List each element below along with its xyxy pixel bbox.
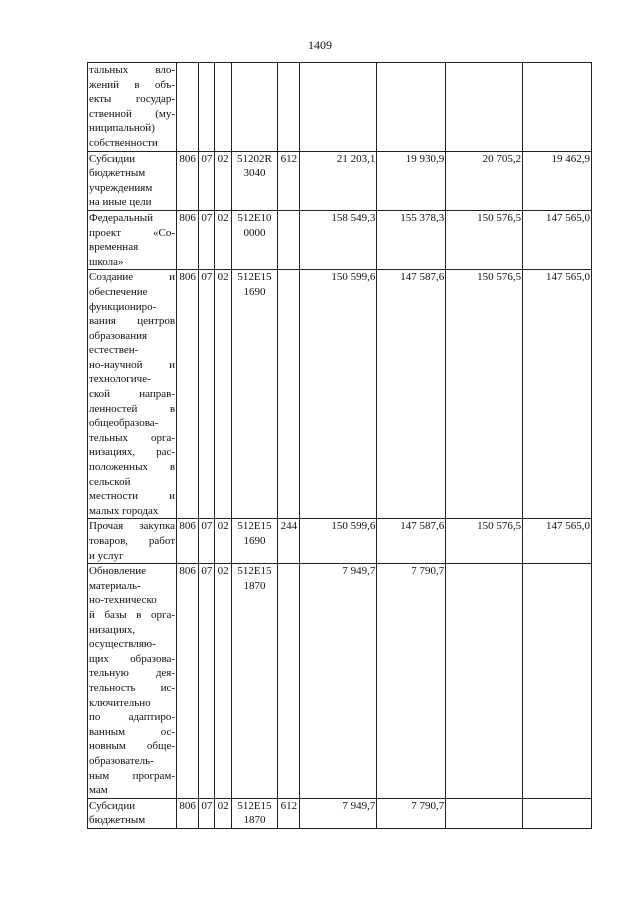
item-name-line: материаль-: [89, 579, 141, 592]
item-name-line: мам: [89, 784, 108, 797]
amount-cell: 147 565,0: [523, 270, 592, 519]
subsection-code-cell: 02: [215, 151, 231, 210]
amount-cell: 147 565,0: [523, 210, 592, 269]
amount-cell: [377, 63, 446, 152]
target-article-code-cell: 51202R 3040: [231, 151, 278, 210]
item-name-line: й базы в орга-: [89, 608, 176, 621]
expense-type-code-cell: 612: [278, 798, 300, 828]
item-name-line: ным програм-: [89, 769, 176, 782]
target-article-code-cell: 512E15 1870: [231, 564, 278, 799]
item-name-line: местности и: [89, 490, 176, 503]
subsection-code-cell: [215, 63, 231, 152]
table-row: [88, 519, 592, 564]
table-body: [88, 63, 592, 829]
ministry-code-cell: 806: [177, 519, 199, 564]
item-name-line: Субсидии: [89, 152, 136, 165]
amount-cell: [300, 63, 377, 152]
ministry-code-cell: 806: [177, 210, 199, 269]
item-name-line: ванным ос-: [89, 725, 176, 738]
expense-type-code-cell: [278, 564, 300, 799]
section-code-cell: 07: [199, 798, 215, 828]
item-name-line: бюджетным: [89, 167, 146, 180]
table-row: [88, 63, 592, 152]
ministry-code-cell: [177, 63, 199, 152]
amount-cell: 150 599,6: [300, 270, 377, 519]
item-name-line: малых городах: [89, 504, 159, 517]
item-name-line: ключительно: [89, 696, 151, 709]
amount-cell: 155 378,3: [377, 210, 446, 269]
item-name-cell: [88, 270, 177, 519]
amount-cell: 21 203,1: [300, 151, 377, 210]
item-name-line: по адаптиро-: [89, 711, 176, 724]
ministry-code-cell: 806: [177, 151, 199, 210]
ministry-code-cell: 806: [177, 564, 199, 799]
table-row: [88, 151, 592, 210]
ministry-code-cell: 806: [177, 270, 199, 519]
item-name-line: ской направ-: [89, 388, 176, 401]
item-name-line: ственной (му-: [89, 107, 176, 120]
item-name-line: екты государ-: [89, 93, 176, 106]
table-row: [88, 210, 592, 269]
item-name-cell: [88, 151, 177, 210]
item-name-line: тельную дея-: [89, 667, 176, 680]
item-name-cell: [88, 519, 177, 564]
item-name-line: новным обще-: [89, 740, 176, 753]
item-name-line: ленностей в: [89, 402, 176, 415]
subsection-code-cell: 02: [215, 798, 231, 828]
section-code-cell: [199, 63, 215, 152]
item-name-line: обеспечение: [89, 285, 148, 298]
item-name-line: тальных вло-: [89, 64, 176, 76]
amount-cell: [446, 564, 523, 799]
item-name-line: товаров, работ: [89, 535, 176, 547]
item-name-line: осуществляю-: [89, 638, 156, 651]
item-name-line: Создание и: [89, 271, 176, 284]
item-name-line: положенных в: [89, 461, 176, 474]
expense-type-code-cell: 244: [278, 519, 300, 564]
amount-cell: 147 587,6: [377, 519, 446, 564]
item-name-line: жений в объ-: [89, 78, 176, 91]
amount-cell: 19 462,9: [523, 151, 592, 210]
item-name-line: собственности: [89, 136, 158, 149]
amount-cell: 7 949,7: [300, 564, 377, 799]
amount-cell: 7 949,7: [300, 798, 377, 828]
subsection-code-cell: 02: [215, 210, 231, 269]
amount-cell: 150 576,5: [446, 210, 523, 269]
item-name-line: тельных орга-: [89, 431, 176, 444]
target-article-code-cell: 512E10 0000: [231, 210, 278, 269]
item-name-line: образователь-: [89, 754, 154, 767]
amount-cell: 147 565,0: [523, 519, 592, 564]
amount-cell: [446, 63, 523, 152]
item-name-line: низациях, рас-: [89, 446, 176, 459]
item-name-cell: [88, 798, 177, 828]
item-name-line: функциониро-: [89, 300, 157, 313]
item-name-line: учреждениям: [89, 181, 153, 194]
amount-cell: 150 576,5: [446, 519, 523, 564]
page-number: 1409: [308, 38, 332, 52]
amount-cell: [523, 798, 592, 828]
item-name-line: образования: [89, 329, 148, 342]
item-name-line: но-научной и: [89, 358, 176, 371]
item-name-line: технологиче-: [89, 373, 151, 386]
section-code-cell: 07: [199, 151, 215, 210]
amount-cell: 19 930,9: [377, 151, 446, 210]
amount-cell: 147 587,6: [377, 270, 446, 519]
item-name-line: низациях,: [89, 623, 136, 636]
subsection-code-cell: 02: [215, 270, 231, 519]
item-name-cell: [88, 63, 177, 152]
table-row: [88, 798, 592, 828]
amount-cell: 158 549,3: [300, 210, 377, 269]
expense-type-code-cell: [278, 210, 300, 269]
item-name-line: ниципальной): [89, 122, 155, 135]
item-name-line: Обновление: [89, 565, 147, 578]
table-row: [88, 564, 592, 799]
item-name-line: школа»: [89, 255, 124, 268]
item-name-line: и услуг: [89, 549, 124, 562]
item-name-line: щих образова-: [89, 652, 176, 665]
item-name-line: тельность ис-: [89, 681, 176, 694]
target-article-code-cell: [231, 63, 278, 152]
item-name-line: сельской: [89, 475, 131, 488]
section-code-cell: 07: [199, 564, 215, 799]
item-name-line: проект «Со-: [89, 226, 176, 239]
target-article-code-cell: 512E15 1690: [231, 519, 278, 564]
amount-cell: 7 790,7: [377, 564, 446, 799]
amount-cell: 150 576,5: [446, 270, 523, 519]
item-name-cell: [88, 564, 177, 799]
item-name-line: Прочая закупка: [89, 520, 176, 533]
subsection-code-cell: 02: [215, 519, 231, 564]
amount-cell: [446, 798, 523, 828]
item-name-line: вания центров: [89, 315, 176, 328]
target-article-code-cell: 512E15 1690: [231, 270, 278, 519]
expense-type-code-cell: 612: [278, 151, 300, 210]
item-name-line: Субсидии: [89, 799, 136, 812]
table-row: [88, 270, 592, 519]
expense-type-code-cell: [278, 63, 300, 152]
amount-cell: 150 599,6: [300, 519, 377, 564]
item-name-line: на иные цели: [89, 196, 152, 209]
amount-cell: [523, 564, 592, 799]
item-name-line: Федеральный: [89, 211, 154, 224]
item-name-line: естествен-: [89, 344, 139, 357]
item-name-cell: [88, 210, 177, 269]
amount-cell: 7 790,7: [377, 798, 446, 828]
item-name-line: но-техническо: [89, 594, 157, 607]
item-name-line: временная: [89, 241, 139, 254]
section-code-cell: 07: [199, 210, 215, 269]
section-code-cell: 07: [199, 519, 215, 564]
ministry-code-cell: 806: [177, 798, 199, 828]
subsection-code-cell: 02: [215, 564, 231, 799]
section-code-cell: 07: [199, 270, 215, 519]
target-article-code-cell: 512E15 1870: [231, 798, 278, 828]
amount-cell: 20 705,2: [446, 151, 523, 210]
budget-table: [87, 62, 592, 829]
amount-cell: [523, 63, 592, 152]
expense-type-code-cell: [278, 270, 300, 519]
item-name-line: общеобразова-: [89, 417, 159, 430]
item-name-line: бюджетным: [89, 814, 146, 827]
